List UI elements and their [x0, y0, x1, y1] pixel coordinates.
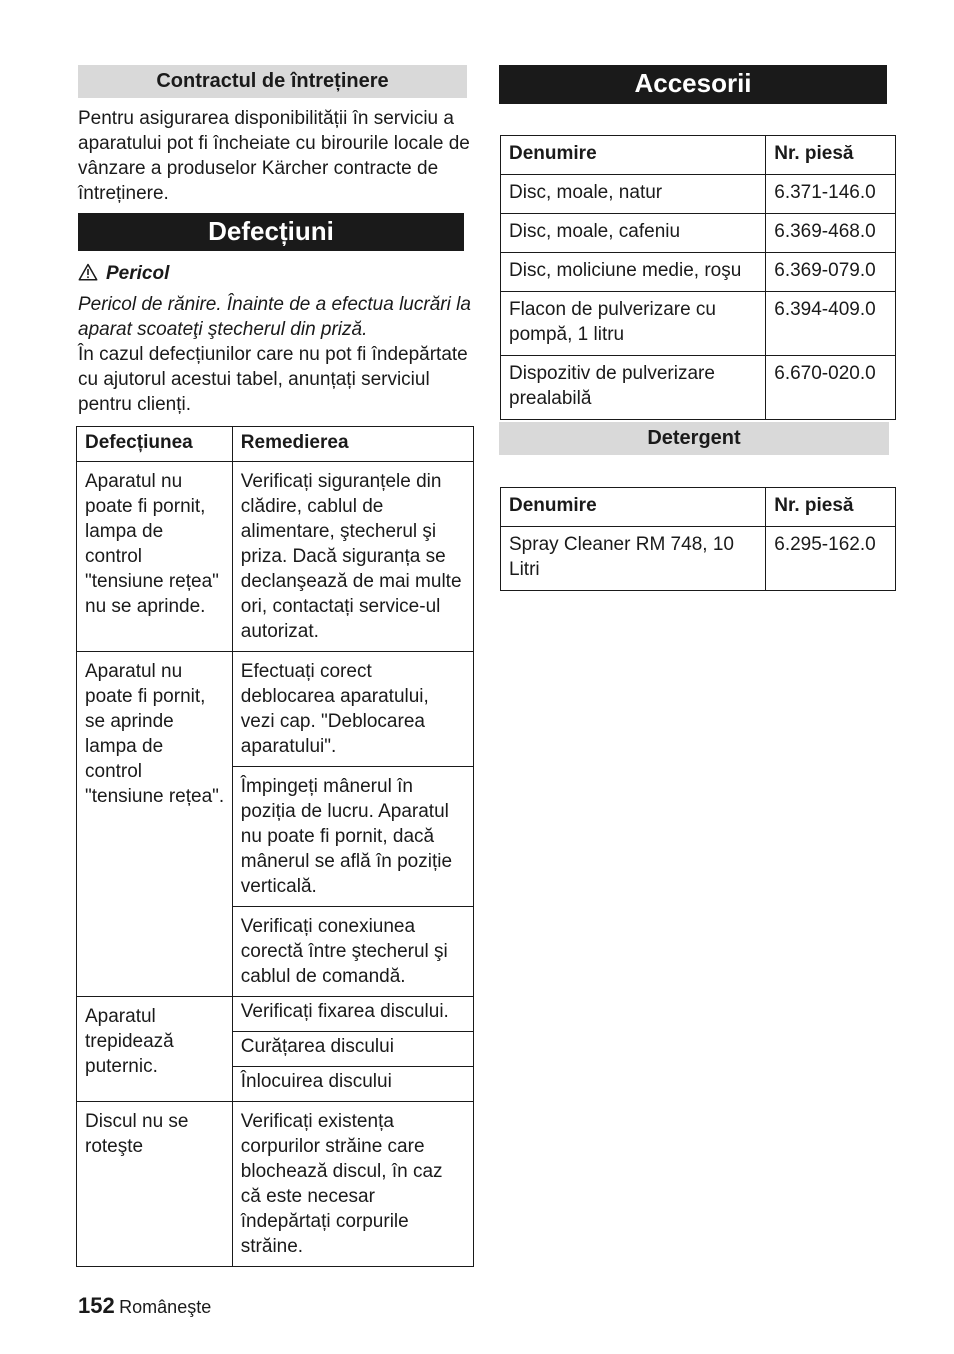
detergent-heading: Detergent: [499, 422, 889, 455]
detergent-table: [500, 487, 896, 591]
table-row: [501, 356, 896, 420]
table-row: [77, 997, 474, 1032]
table-row: [77, 1102, 474, 1267]
header-part-number: Nr. piesă: [766, 136, 896, 175]
remedy-cell: Verificați siguranțele din clădire, cablul de alimentare, ştecherul şi priza. Dacă siguranța se declanşează de mai multe ori, contactați service-ul autorizat.: [232, 462, 473, 652]
faults-table-header: [77, 427, 474, 462]
part-number: 6.295-162.0: [766, 527, 896, 591]
header-name: Denumire: [501, 488, 766, 527]
remedy-cell: Efectuați corect deblocarea aparatului, vezi cap. "Deblocarea aparatului".: [232, 652, 473, 767]
warning-triangle-icon: [78, 263, 98, 288]
danger-block: [78, 261, 473, 417]
item-name: Disc, moliciune medie, roşu: [501, 253, 766, 292]
remedy-cell: Înlocuirea discului: [232, 1067, 473, 1102]
part-number: 6.670-020.0: [766, 356, 896, 420]
table-row: [501, 175, 896, 214]
table-row: [77, 462, 474, 652]
item-name: Spray Cleaner RM 748, 10 Litri: [501, 527, 766, 591]
accessories-table: [500, 135, 896, 420]
accessories-heading: Accesorii: [499, 65, 887, 104]
table-row: [501, 527, 896, 591]
faults-intro: În cazul defecțiunilor care nu pot fi îndepărtate cu ajutorul acestui tabel, anunțați serviciul pentru clienți.: [78, 344, 468, 415]
faults-heading: Defecțiuni: [78, 213, 464, 251]
page-footer: [78, 1293, 211, 1319]
accessories-table-header: [501, 136, 896, 175]
maintenance-text: [78, 106, 470, 206]
header-fault: Defecțiunea: [77, 427, 233, 462]
fault-cell: Aparatul trepidează puternic.: [77, 997, 233, 1102]
part-number: 6.371-146.0: [766, 175, 896, 214]
fault-cell: Aparatul nu poate fi pornit, lampa de control "tensiune rețea" nu se aprinde.: [77, 462, 233, 652]
fault-cell: Discul nu se roteşte: [77, 1102, 233, 1267]
item-name: Dispozitiv de pulverizare prealabilă: [501, 356, 766, 420]
part-number: 6.369-468.0: [766, 214, 896, 253]
page-number: 152: [78, 1293, 115, 1318]
remedy-cell: Curățarea discului: [232, 1032, 473, 1067]
fault-cell: Aparatul nu poate fi pornit, se aprinde lampa de control "tensiune rețea".: [77, 652, 233, 997]
table-row: [501, 214, 896, 253]
header-name: Denumire: [501, 136, 766, 175]
faults-table: [76, 426, 474, 1267]
language-label: Româneşte: [119, 1297, 212, 1317]
part-number: 6.369-079.0: [766, 253, 896, 292]
remedy-cell: Verificați existența corpurilor străine care blochează discul, în caz că este necesar îndepărtați corpurile străine.: [232, 1102, 473, 1267]
danger-label: Pericol: [106, 263, 170, 284]
header-part-number: Nr. piesă: [766, 488, 896, 527]
maintenance-heading: Contractul de întreținere: [78, 65, 467, 98]
table-row: [77, 652, 474, 767]
remedy-cell: Verificați fixarea discului.: [232, 997, 473, 1032]
remedy-cell: Împingeți mânerul în poziția de lucru. Aparatul nu poate fi pornit, dacă mânerul se află în poziție verticală.: [232, 767, 473, 907]
detergent-table-header: [501, 488, 896, 527]
header-remedy: Remedierea: [232, 427, 473, 462]
maintenance-paragraph: Pentru asigurarea disponibilității în serviciu a aparatului pot fi încheiate cu birourile locale de vânzare a produselor Kärcher contracte de întreținere.: [78, 108, 470, 204]
table-row: [501, 253, 896, 292]
remedy-cell: Verificați conexiunea corectă între ştecherul şi cablul de comandă.: [232, 907, 473, 997]
item-name: Disc, moale, natur: [501, 175, 766, 214]
item-name: Flacon de pulverizare cu pompă, 1 litru: [501, 292, 766, 356]
danger-text: Pericol de rănire. Înainte de a efectua lucrări la aparat scoateţi ştecherul din priză.: [78, 294, 471, 340]
part-number: 6.394-409.0: [766, 292, 896, 356]
table-row: [501, 292, 896, 356]
item-name: Disc, moale, cafeniu: [501, 214, 766, 253]
